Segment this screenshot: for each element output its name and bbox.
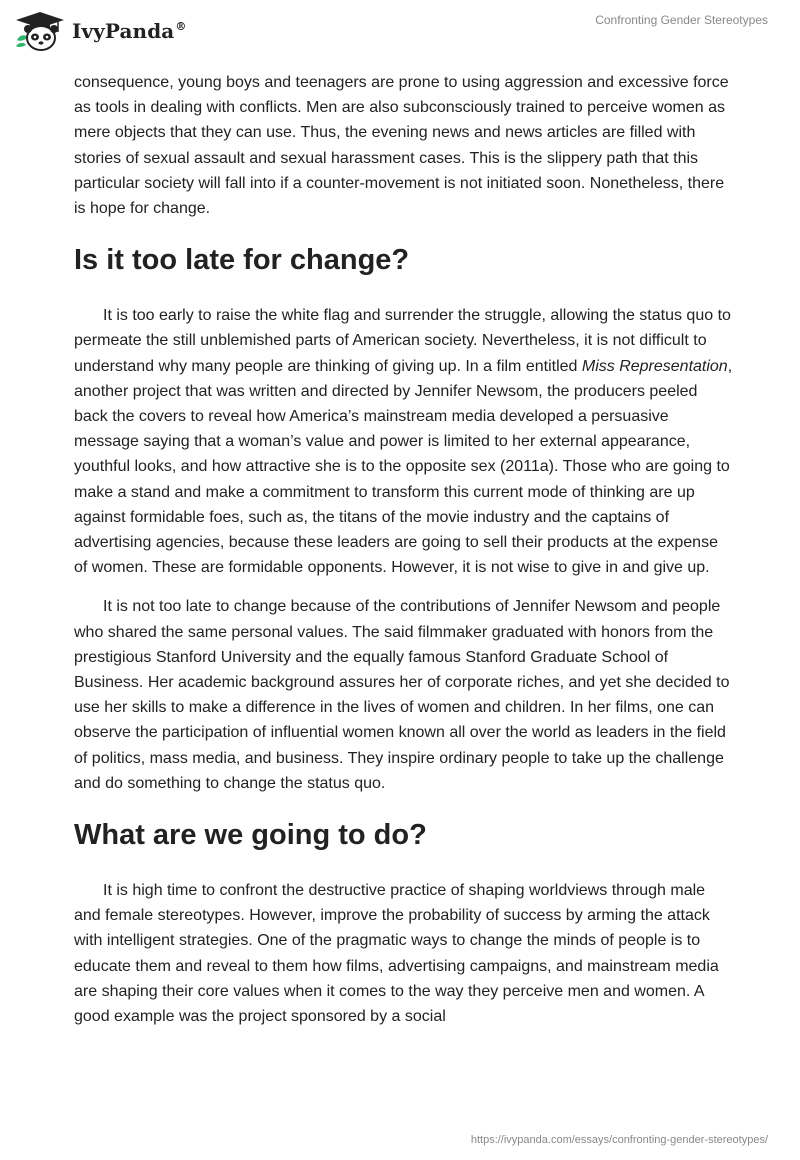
panda-graduation-cap-icon xyxy=(14,10,66,52)
paragraph-what-to-do-1: It is high time to confront the destructive practice of shaping worldviews through male and female stereotypes. However, improve the probability of success by arming the attack with intelligent strategies. One of the pragmatic ways to change the minds of people is to educate them and reveal to them how films, advertising campaigns, and mainstream media are shaping their core values when it comes to the way they perceive men and women. A good example was the project sponsored by a social xyxy=(74,882,719,1026)
source-url[interactable]: https://ivypanda.com/essays/confronting-gender-stereotypes/ xyxy=(470,1134,768,1146)
section-heading-too-late: Is it too late for change? xyxy=(74,244,410,277)
brand-name: IvyPanda® xyxy=(72,19,187,43)
page-header xyxy=(0,0,800,70)
paragraph-too-late-2: It is not too late to change because of the contributions of Jennifer Newsom and people who shared the same personal values. The said filmmaker graduated with honors from the prestigious Stanford University and the equally famous Stanford Graduate School of Business. Her academic background assures her of corporate riches, and yet she decided to use her skills to make a difference in the lives of women and children. In her films, one can observe the participation of influential women known all over the world as leaders in the field of politics, mass media, and business. They inspire ordinary people to take up the challenge and do something to change the status quo. xyxy=(74,598,730,792)
paragraph-continuation: consequence, young boys and teenagers are prone to using aggression and excessive force as tools in dealing with conflicts. Men are also subconsciously trained to perceive women as mere objects that they can use. Thus, the evening news and news articles are filled with stories of sexual assault and sexual harassment cases. This is the slippery path that this particular society will fall into if a counter-movement is not initiated soon. Nonetheless, there is hope for change. xyxy=(74,74,729,218)
ivypanda-logo[interactable] xyxy=(14,10,186,52)
essay-body xyxy=(74,70,734,1043)
registered-mark: ® xyxy=(175,20,187,34)
section-heading-what-to-do: What are we going to do? xyxy=(74,819,427,852)
paragraph-too-late-1: It is too early to raise the white flag and surrender the struggle, allowing the status quo to permeate the still unblemished parts of American society. Nevertheless, it is not difficult to understand why many people are thinking of giving up. In a film entitled Miss Representation, another project that was written and directed by Jennifer Newsom, the producers peeled back the covers to reveal how America’s mainstream media developed a persuasive message saying that a woman’s value and power is limited to her external appearance, youthful looks, and how attractive she is to the opposite sex (2011a). Those who are going to make a stand and make a commitment to transform this current mode of thinking are up against formidable foes, such as, the titans of the movie industry and the captains of advertising agencies, because these leaders are going to sell their products at the expense of women. These are formidable opponents. However, it is not wise to give in and give up. xyxy=(74,307,733,577)
document-title: Confronting Gender Stereotypes xyxy=(595,13,768,27)
film-title: Miss Representation xyxy=(581,357,728,375)
